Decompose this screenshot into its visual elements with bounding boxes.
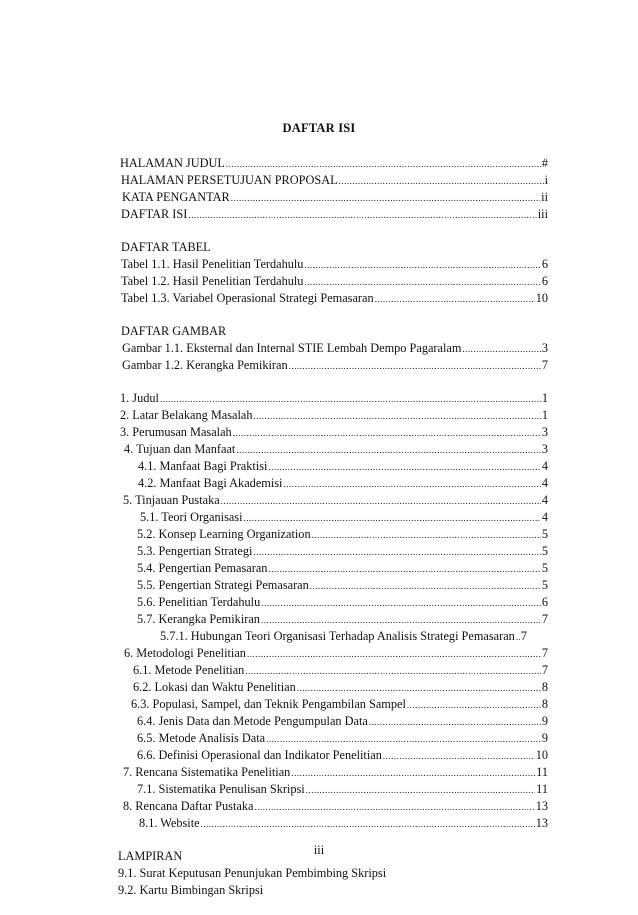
toc-entry-page: 1 <box>541 408 548 422</box>
dot-leader <box>383 748 535 765</box>
toc-entry-page: 6 <box>541 274 548 288</box>
toc-entry-page: 4 <box>541 459 548 473</box>
toc-entry-label: 5.7. Kerangka Pemikiran <box>137 612 260 626</box>
toc-entry <box>118 509 548 526</box>
toc-entry-page: 8 <box>541 697 548 711</box>
toc-entry-label: 5. Tinjauan Pustaka <box>123 493 220 507</box>
dot-leader <box>268 561 540 578</box>
dot-leader <box>291 765 535 782</box>
toc-entry <box>118 764 548 781</box>
toc-entry <box>118 747 548 764</box>
toc-entry-page: 1 <box>541 391 548 405</box>
toc-entry <box>118 256 548 273</box>
dot-leader <box>261 595 541 612</box>
dot-leader <box>201 816 535 833</box>
toc-entry <box>118 206 548 223</box>
toc-entry-page: 5 <box>541 544 548 558</box>
toc-entry <box>118 357 548 374</box>
toc-entry-page: 7 <box>541 612 548 626</box>
toc-entry-page: 3 <box>541 442 548 456</box>
toc-entry-page: 5 <box>541 561 548 575</box>
dot-leader <box>231 190 540 207</box>
dot-leader <box>304 274 540 291</box>
dot-leader <box>289 358 541 375</box>
dot-leader <box>304 257 540 274</box>
toc-entry-label: 8. Rencana Daftar Pustaka <box>123 799 254 813</box>
toc-entry-page: 5 <box>541 527 548 541</box>
dot-leader <box>369 714 541 731</box>
toc-entry-label: 5.5. Pengertian Strategi Pemasaran <box>137 578 309 592</box>
toc-entry <box>118 730 548 747</box>
toc-entry <box>118 290 548 307</box>
toc-entry-page: 7 <box>541 646 548 660</box>
toc-entry <box>118 458 548 475</box>
toc-entry <box>118 594 548 611</box>
dot-leader <box>244 510 541 527</box>
section-heading: DAFTAR TABEL <box>121 240 211 254</box>
toc-entry <box>118 526 548 543</box>
toc-entry-page: 4 <box>541 476 548 490</box>
toc-entry <box>118 679 548 696</box>
toc-entry-label: Gambar 1.2. Kerangka Pemikiran <box>122 358 288 372</box>
toc-entry-page: 3 <box>541 341 548 355</box>
tables-section <box>118 239 548 307</box>
toc-entry <box>118 390 548 407</box>
toc-entry <box>118 645 548 662</box>
chapters-section <box>118 390 548 832</box>
toc-entry-label: 5.7.1. Hubungan Teori Organisasi Terhadap Analisis Strategi Pemasaran <box>160 629 515 643</box>
dot-leader <box>407 697 541 714</box>
toc-entry-label: 4.2. Manfaat Bagi Akademisi <box>138 476 283 490</box>
dot-leader <box>236 442 540 459</box>
table-of-contents <box>118 155 548 915</box>
toc-entry <box>118 189 548 206</box>
dot-leader <box>339 173 544 190</box>
appendix-item: 9.1. Surat Keputusan Penunjukan Pembimbing Skripsi <box>118 866 387 880</box>
toc-entry-page: 10 <box>535 748 548 762</box>
figures-section <box>118 323 548 374</box>
toc-entry-page: 7 <box>541 663 548 677</box>
dot-leader <box>297 680 541 697</box>
toc-entry-label: 5.2. Konsep Learning Organization <box>137 527 311 541</box>
toc-entry-label: 6.2. Lokasi dan Waktu Penelitian <box>133 680 296 694</box>
dot-leader <box>266 731 541 748</box>
toc-entry-page: 7 <box>541 358 548 372</box>
dot-leader <box>516 629 520 646</box>
toc-entry-page: 3 <box>541 425 548 439</box>
toc-entry <box>118 628 548 645</box>
toc-entry-label: 5.6. Penelitian Terdahulu <box>137 595 261 609</box>
toc-entry-label: Gambar 1.1. Eksternal dan Internal STIE Lembah Dempo Pagaralam <box>122 341 462 355</box>
toc-entry-page: 4 <box>541 493 548 507</box>
toc-entry <box>118 273 548 290</box>
toc-entry-label: 8.1. Website <box>139 816 200 830</box>
toc-entry <box>118 492 548 509</box>
toc-entry-label: 6.1. Metode Penelitian <box>133 663 245 677</box>
dot-leader <box>188 207 536 224</box>
toc-entry-label: HALAMAN JUDUL <box>120 156 225 170</box>
dot-leader <box>233 425 541 442</box>
toc-entry-label: KATA PENGANTAR <box>122 190 230 204</box>
dot-leader <box>462 341 540 358</box>
toc-entry-label: HALAMAN PERSETUJUAN PROPOSAL <box>121 173 338 187</box>
dot-leader <box>310 578 541 595</box>
toc-entry <box>118 340 548 357</box>
toc-entry-label: 5.3. Pengertian Strategi <box>137 544 253 558</box>
dot-leader <box>160 391 541 408</box>
dot-leader <box>254 799 534 816</box>
toc-entry-label: 5.1. Teori Organisasi <box>140 510 243 524</box>
toc-entry-label: 1. Judul <box>120 391 159 405</box>
toc-entry-label: Tabel 1.2. Hasil Penelitian Terdahulu <box>121 274 304 288</box>
toc-entry-label: 5.4. Pengertian Pemasaran <box>137 561 268 575</box>
toc-entry <box>118 713 548 730</box>
dot-leader <box>245 663 541 680</box>
page-number: iii <box>313 843 325 857</box>
dot-leader <box>375 291 535 308</box>
section-heading: DAFTAR GAMBAR <box>121 324 227 338</box>
toc-entry-page: 13 <box>535 816 548 830</box>
dot-leader <box>312 527 541 544</box>
toc-entry-label: 4.1. Manfaat Bagi Praktisi <box>138 459 268 473</box>
toc-entry-page: ii <box>541 190 548 204</box>
dot-leader <box>253 408 540 425</box>
dot-leader <box>261 612 541 629</box>
toc-entry-label: DAFTAR ISI <box>121 207 188 221</box>
toc-entry-page: 6 <box>541 257 548 271</box>
dot-leader <box>247 646 541 663</box>
toc-entry <box>118 662 548 679</box>
toc-entry-label: 7.1. Sistematika Penulisan Skripsi <box>137 782 305 796</box>
toc-entry-page: # <box>541 156 548 170</box>
toc-entry-label: 6.3. Populasi, Sampel, dan Teknik Pengambilan Sampel <box>131 697 406 711</box>
toc-entry-page: 4 <box>541 510 548 524</box>
toc-entry-page: 11 <box>536 765 548 779</box>
toc-entry <box>118 611 548 628</box>
toc-entry <box>118 560 548 577</box>
toc-entry <box>118 424 548 441</box>
toc-entry <box>118 475 548 492</box>
toc-entry-label: Tabel 1.3. Variabel Operasional Strategi Pemasaran <box>121 291 374 305</box>
toc-entry-page: 5 <box>541 578 548 592</box>
toc-entry-page: 11 <box>536 782 548 796</box>
toc-entry-label: 6. Metodologi Penelitian <box>124 646 246 660</box>
toc-entry-label: 6.4. Jenis Data dan Metode Pengumpulan Data <box>137 714 368 728</box>
toc-entry <box>118 815 548 832</box>
toc-entry-page: iii <box>537 207 548 221</box>
toc-entry-label: Tabel 1.1. Hasil Penelitian Terdahulu <box>121 257 304 271</box>
dot-leader <box>253 544 540 561</box>
dot-leader <box>283 476 540 493</box>
appendix-item: 9.2. Kartu Bimbingan Skripsi <box>118 883 264 897</box>
toc-entry-label: 6.6. Definisi Operasional dan Indikator Penelitian <box>137 748 382 762</box>
dot-leader <box>226 156 541 173</box>
dot-leader <box>268 459 540 476</box>
page-title: DAFTAR ISI <box>282 121 356 135</box>
dot-leader <box>221 493 541 510</box>
toc-entry <box>118 441 548 458</box>
toc-entry <box>118 798 548 815</box>
toc-entry <box>118 543 548 560</box>
toc-entry-page: i <box>544 173 548 187</box>
toc-entry-label: 2. Latar Belakang Masalah <box>120 408 253 422</box>
front-matter-section <box>118 155 548 223</box>
toc-entry <box>118 155 548 172</box>
toc-entry-label: 4. Tujuan dan Manfaat <box>124 442 236 456</box>
toc-entry <box>118 407 548 424</box>
toc-entry-label: 7. Rencana Sistematika Penelitian <box>123 765 291 779</box>
toc-entry-page: 7 <box>520 629 527 643</box>
toc-entry <box>118 696 548 713</box>
toc-entry-page: 13 <box>535 799 548 813</box>
toc-entry-page: 9 <box>541 731 548 745</box>
toc-entry-page: 8 <box>541 680 548 694</box>
toc-entry-label: 3. Perumusan Masalah <box>120 425 232 439</box>
toc-entry-page: 10 <box>535 291 548 305</box>
dot-leader <box>306 782 535 799</box>
toc-entry <box>118 577 548 594</box>
toc-entry <box>118 172 548 189</box>
toc-entry <box>118 781 548 798</box>
toc-entry-page: 9 <box>541 714 548 728</box>
toc-entry-label: 6.5. Metode Analisis Data <box>137 731 266 745</box>
section-heading: LAMPIRAN <box>118 849 183 863</box>
toc-entry-page: 6 <box>541 595 548 609</box>
